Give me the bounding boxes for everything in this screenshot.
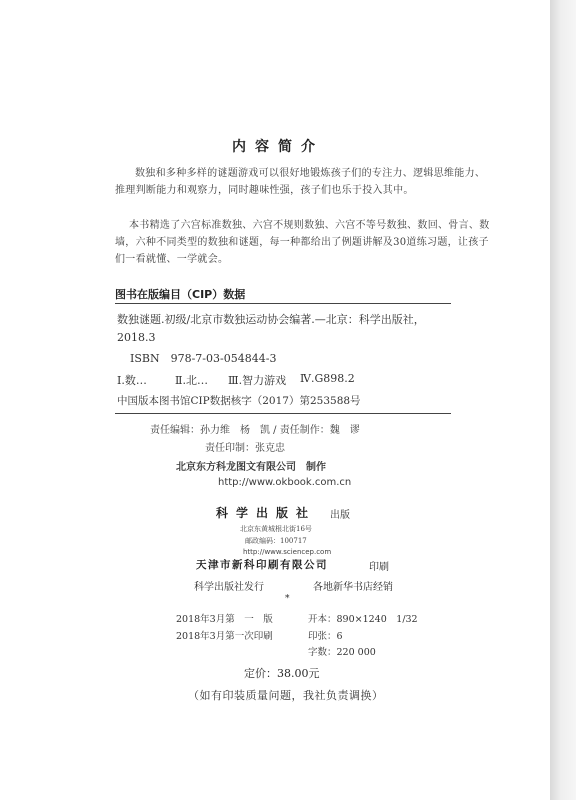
price: 定价：38.00元 bbox=[244, 667, 320, 680]
printer-role: 印刷 bbox=[369, 562, 389, 573]
publisher-role: 出版 bbox=[330, 510, 350, 521]
cip-year-line: 2018.3 bbox=[117, 331, 156, 344]
staff-url: http://www.okbook.com.cn bbox=[218, 477, 352, 488]
cip-class-4: Ⅳ.G898.2 bbox=[300, 372, 355, 385]
staff-editors: 责任编辑：孙力维 杨 凯 / 责任制作：魏 谬 bbox=[150, 425, 360, 436]
format-info: 开本：890×1240 1/32 bbox=[308, 614, 418, 625]
staff-production-company: 北京东方科龙图文有限公司 制作 bbox=[176, 462, 326, 473]
printing-info: 2018年3月第一次印刷 bbox=[176, 631, 273, 642]
cip-title-line: 数独谜题.初级/北京市数独运动协会编著.—北京：科学出版社， bbox=[117, 313, 425, 326]
distributor: 科学出版社发行 bbox=[194, 582, 264, 593]
sheets-info: 印张：6 bbox=[308, 631, 343, 642]
publisher-url: http://www.sciencep.com bbox=[243, 548, 332, 556]
words-info: 字数：220 000 bbox=[308, 647, 376, 658]
cip-heading: 图书在版编目（CIP）数据 bbox=[115, 288, 246, 301]
summary-title: 内容简介 bbox=[232, 139, 324, 155]
cip-class-1: Ⅰ.数… bbox=[117, 374, 147, 387]
cip-record-number: 中国版本图书馆CIP数据核字（2017）第253588号 bbox=[117, 395, 361, 407]
quality-note: （如有印装质量问题，我社负责调换） bbox=[188, 689, 384, 702]
cip-class-2: Ⅱ.北… bbox=[175, 374, 208, 387]
cip-bottom-rule bbox=[115, 413, 451, 414]
page-edge bbox=[550, 0, 576, 800]
summary-paragraph-1: 数独和多种多样的谜题游戏可以很好地锻炼孩子们的专注力、逻辑思维能力、推理判断能力和观察力，同时趣味性强，孩子们也乐于投入其中。 bbox=[115, 168, 486, 196]
publisher-postcode: 邮政编码：100717 bbox=[245, 537, 307, 545]
cip-class-3: Ⅲ.智力游戏 bbox=[228, 374, 287, 387]
summary-paragraph-2: 本书精选了六宫标准数独、六宫不规则数独、六宫不等号数独、数回、骨言、数墙，六种不同类型的数独和谜题，每一种都给出了例题讲解及30道练习题，让孩子们一看就懂、一学就会。 bbox=[115, 220, 490, 265]
publisher-address: 北京东黄城根北街16号 bbox=[240, 525, 312, 533]
separator-star: * bbox=[285, 594, 290, 604]
staff-printing-supervisor: 责任印制：张克忠 bbox=[205, 443, 285, 454]
cip-isbn: ISBN 978-7-03-054844-3 bbox=[130, 352, 277, 365]
printer-name: 天津市新科印刷有限公司 bbox=[196, 559, 328, 571]
publisher-name: 科学出版社 bbox=[216, 506, 317, 520]
cip-top-rule bbox=[115, 303, 451, 304]
sellers: 各地新华书店经销 bbox=[313, 582, 393, 593]
edition-info: 2018年3月第 一 版 bbox=[176, 614, 273, 625]
